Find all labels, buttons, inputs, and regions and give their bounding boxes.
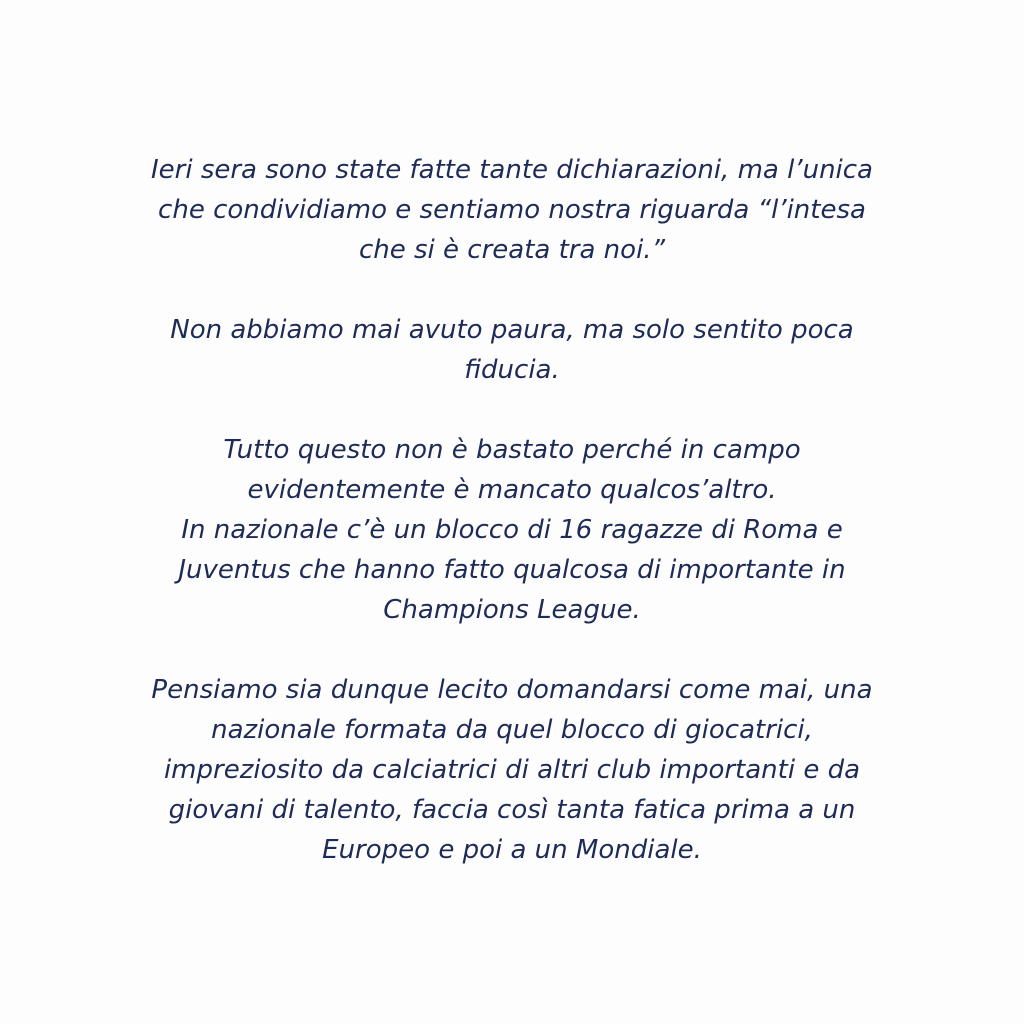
text-line: che si è creata tra noi.”: [358, 235, 666, 265]
text-line: evidentemente è mancato qualcos’altro.: [247, 475, 777, 505]
text-line: Non abbiamo mai avuto paura, ma solo sentito poca: [170, 315, 854, 345]
text-line: fiducia.: [464, 355, 560, 385]
paragraph-2: [0, 310, 1024, 390]
text-line: In nazionale c’è un blocco di 16 ragazze di Roma e: [181, 515, 843, 545]
statement-text: [0, 150, 1024, 910]
paragraph-3: [0, 430, 1024, 630]
text-line: Europeo e poi a un Mondiale.: [322, 835, 702, 865]
paragraph-4: [0, 670, 1024, 870]
text-line: impreziosito da calciatrici di altri club importanti e da: [163, 755, 861, 785]
text-line: Champions League.: [383, 595, 641, 625]
text-line: Pensiamo sia dunque lecito domandarsi come mai, una: [151, 675, 873, 705]
text-line: Juventus che hanno fatto qualcosa di importante in: [178, 555, 846, 585]
text-line: che condividiamo e sentiamo nostra riguarda “l’intesa: [158, 195, 866, 225]
text-line: nazionale formata da quel blocco di giocatrici,: [211, 715, 813, 745]
text-line: Tutto questo non è bastato perché in campo: [223, 435, 801, 465]
paragraph-1: [0, 150, 1024, 270]
text-line: Ieri sera sono state fatte tante dichiarazioni, ma l’unica: [150, 155, 873, 185]
text-line: giovani di talento, faccia così tanta fatica prima a un: [168, 795, 856, 825]
